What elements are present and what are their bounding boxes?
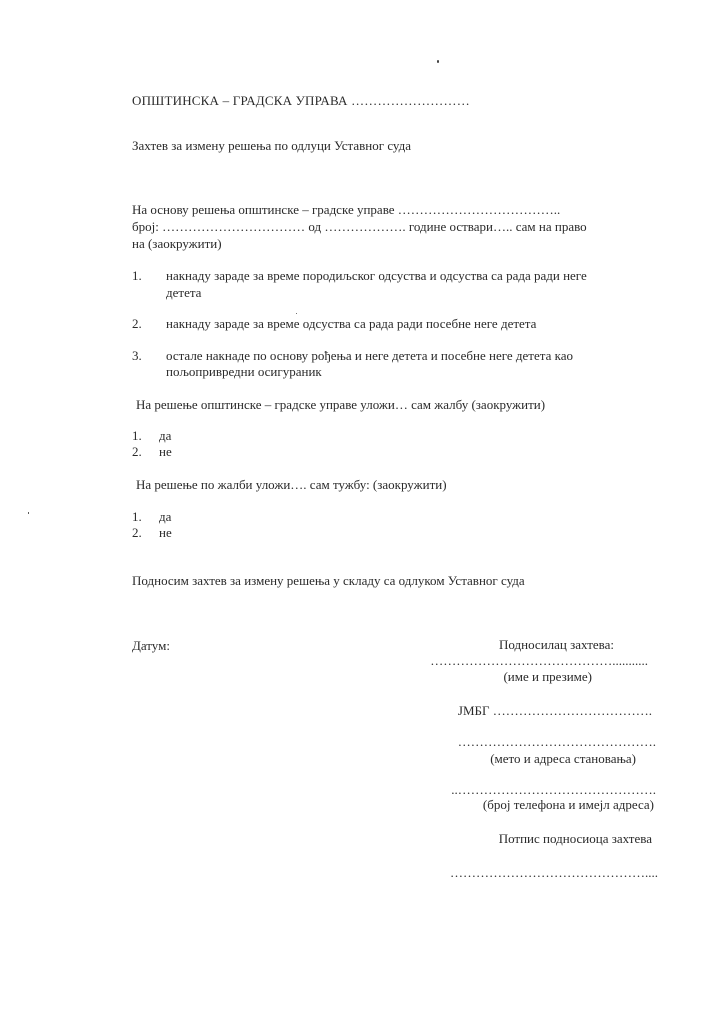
scan-speck [437, 60, 439, 63]
appeal-question: На решење општинске – градске управе уложи… сам жалбу (заокружити) [136, 397, 546, 412]
benefit-text: детета [166, 285, 202, 300]
benefit-number: 1. [132, 268, 142, 283]
header-line: ОПШТИНСКА – ГРАДСКА УПРАВА ……………………… [132, 93, 470, 108]
appeal-option-no[interactable]: не [159, 444, 172, 459]
date-label: Датум: [132, 638, 170, 653]
benefit-text: накнаду зараде за време породиљског одсуства и одсуства са рада ради неге [166, 268, 587, 283]
appeal-option-number: 1. [132, 428, 142, 443]
benefit-number: 2. [132, 316, 142, 331]
signature-field[interactable]: ……………………………………….... [450, 865, 658, 880]
applicant-jmbg-field[interactable]: ЈМБГ ………………………………. [457, 703, 652, 718]
lawsuit-option-yes[interactable]: да [159, 509, 172, 524]
benefit-number: 3. [132, 348, 142, 363]
signature-label: Потпис подносиоца захтева [498, 831, 652, 846]
document-title: Захтев за измену решења по одлуци Уставног суда [132, 138, 411, 153]
applicant-address-label: (мето и адреса становања) [490, 751, 636, 766]
submission-statement: Подносим захтев за измену решења у складу са одлуком Уставног суда [132, 573, 525, 588]
applicant-heading: Подносилац захтева: [499, 637, 614, 652]
intro-line-1: На основу решења општинске – градске управе ……………………………….. [132, 202, 561, 217]
applicant-phone-field[interactable]: ..………………………………………. [451, 782, 656, 797]
intro-line-3: на (заокружити) [132, 236, 222, 251]
applicant-phone-label: (број телефона и имејл адреса) [482, 797, 654, 812]
benefit-text: пољопривредни осигураник [166, 364, 322, 379]
applicant-name-label: (име и презиме) [503, 669, 592, 684]
scan-speck [296, 313, 297, 314]
applicant-name-field[interactable]: ……………………………………........... [430, 653, 648, 668]
lawsuit-question: На решење по жалби уложи…. сам тужбу: (заокружити) [136, 477, 447, 492]
lawsuit-option-no[interactable]: не [159, 525, 172, 540]
lawsuit-option-number: 1. [132, 509, 142, 524]
intro-line-2: број: …………………………… од ………………. године оствари….. сам на право [132, 219, 587, 234]
lawsuit-option-number: 2. [132, 525, 142, 540]
appeal-option-number: 2. [132, 444, 142, 459]
applicant-address-field[interactable]: ………………………………………. [457, 734, 656, 749]
benefit-text: накнаду зараде за време одсуства са рада ради посебне неге детета [166, 316, 537, 331]
scan-speck [28, 512, 29, 514]
benefit-text: остале накнаде по основу рођења и неге детета и посебне неге детета као [166, 348, 573, 363]
appeal-option-yes[interactable]: да [159, 428, 172, 443]
